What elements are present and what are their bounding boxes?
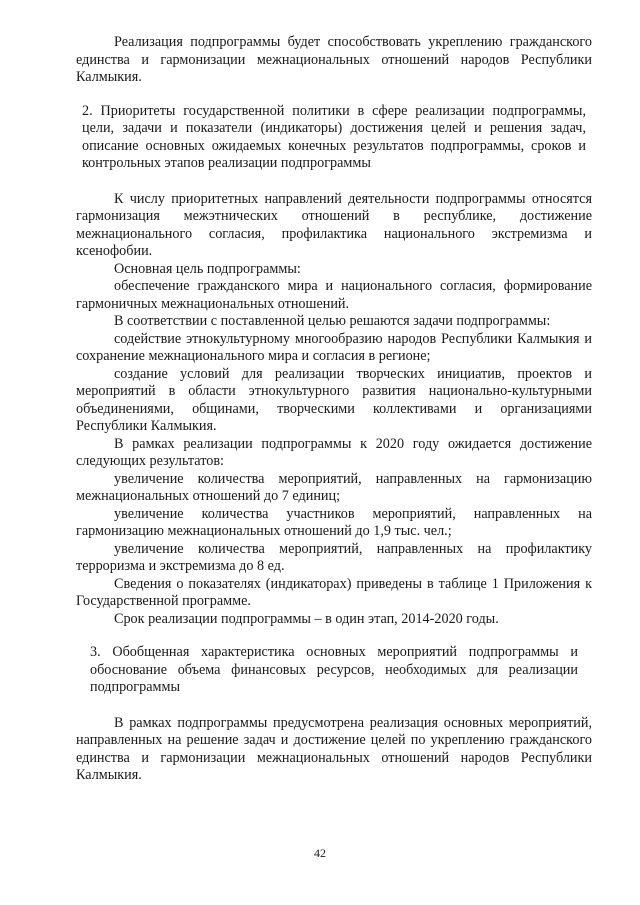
section-2-paragraph: Основная цель подпрограммы: [114,260,301,277]
section-2-paragraph: увеличение количества мероприятий, направленных на гармонизацию межнациональных отношений до 7 единиц; [76,470,592,504]
section-2-paragraph: содействие этнокультурному многообразию народов Республики Калмыкия и сохранение межнационального мира и согласия в регионе; [76,330,592,364]
section-2-paragraph: Сведения о показателях (индикаторах) приведены в таблице 1 Приложения к Государственной программе. [76,575,592,609]
section-2-paragraph: Срок реализации подпрограммы – в один этап, 2014-2020 годы. [114,610,499,627]
section-2-paragraph: увеличение количества участников мероприятий, направленных на гармонизацию межнациональных отношений до 1,9 тыс. чел.; [76,505,592,539]
section-2-paragraph: В соответствии с поставленной целью решаются задачи подпрограммы: [114,313,551,329]
section-2-paragraph: обеспечение гражданского мира и национального согласия, формирование гармоничных межнациональных отношений. [76,278,592,312]
page-content [76,34,592,785]
section-3-paragraph: В рамках подпрограммы предусмотрена реализация основных мероприятий, направленных на решение задач и достижение целей по укреплению гражданского единства и гармонизации межнациональных отношений народов Республики Калмыкия. [76,714,592,783]
section-2-heading: 2. Приоритеты государственной политики в сфере реализации подпрограммы, цели, задачи и показатели (индикаторы) достижения целей и решения задач, описание основных ожидаемых конечных результатов подпрограммы, сроков и контрольных этапов реализации подпрограммы [82,102,586,171]
spacer [76,697,592,715]
section-2-paragraph: создание условий для реализации творческих инициатив, проектов и мероприятий в области этнокультурного развития национально-культурными объединениями, общинами, творческими коллективами и организациями Республики Калмыкия. [76,365,592,434]
section-3-heading: 3. Обобщенная характеристика основных мероприятий подпрограммы и обоснование объема финансовых ресурсов, необходимых для реализации подпрограммы [90,644,578,695]
section-2-paragraph: увеличение количества мероприятий, направленных на профилактику терроризма и экстремизма до 8 ед. [76,540,592,574]
spacer [76,87,592,103]
intro-paragraph: Реализация подпрограммы будет способствовать укреплению гражданского единства и гармонизации межнациональных отношений народов Республики Калмыкия. [76,34,592,85]
spacer [76,173,592,191]
section-2-paragraph: В рамках реализации подпрограммы к 2020 году ожидается достижение следующих результатов: [76,435,592,469]
page-number: 42 [314,846,326,860]
spacer [76,628,592,644]
section-2-paragraph: К числу приоритетных направлений деятельности подпрограммы относятся гармонизация межэтнических отношений в республике, достижение межнационального согласия, профилактика национального экстремизма и ксенофобии. [76,190,592,259]
